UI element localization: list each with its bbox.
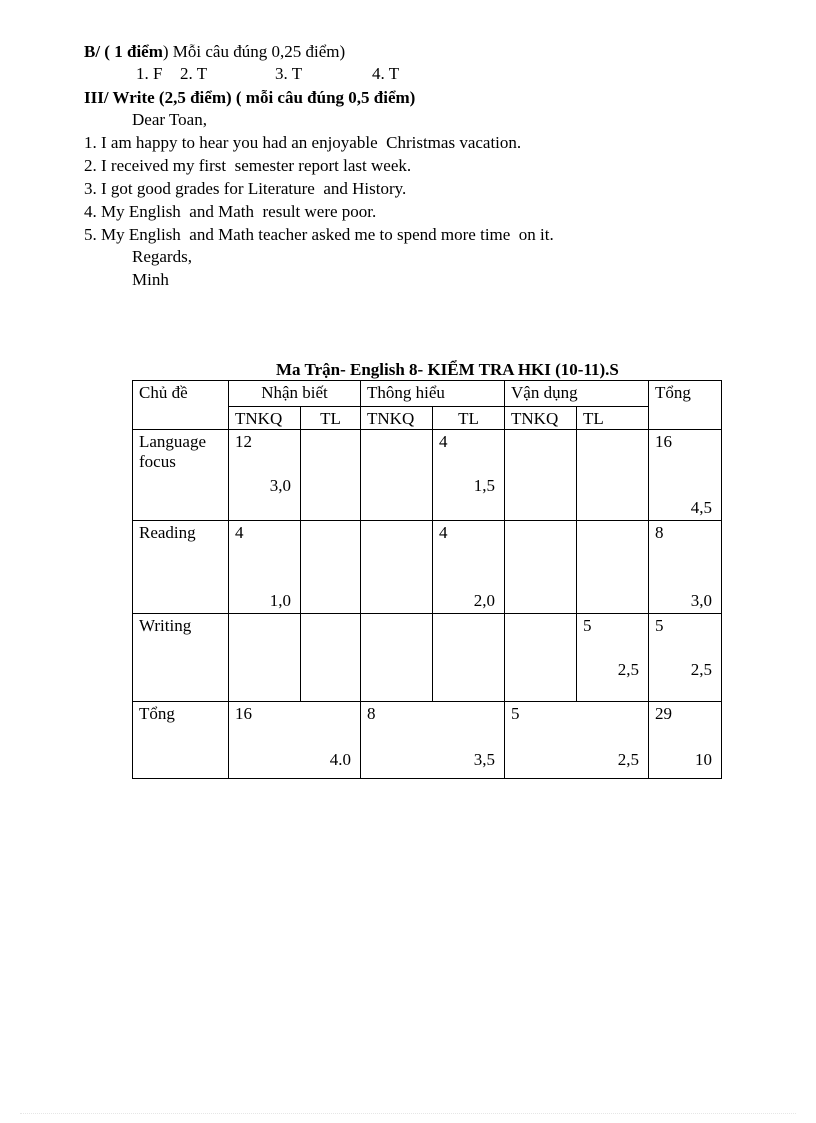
cell-vd-tl [577,430,649,521]
sentence-2: 2. I received my first semester report last week. [84,156,412,175]
header-topic: Chủ đề [133,381,229,430]
cell-vd-tnkq [505,430,577,521]
header-th-tnkq: TNKQ [361,407,433,430]
row-topic: Writing [133,614,229,702]
cell-th-tnkq [361,430,433,521]
letter-signature: Minh [132,270,169,289]
cell-th-tl: 4 1,5 [433,430,505,521]
sentence-3: 3. I got good grades for Literature and History. [84,179,407,198]
page-bottom-border [20,1113,796,1114]
answer-3: 3. T [275,64,303,83]
header-total: Tổng [649,381,722,430]
header-comprehension: Thông hiểu [361,381,505,407]
cell-nb-tnkq: 4 1,0 [229,521,301,614]
table-row [133,430,722,521]
answer-2: 2. T [180,64,208,83]
cell-nb-tnkq: 12 3,0 [229,430,301,521]
cell-total: 5 2,5 [649,614,722,702]
letter-closing: Regards, [132,247,192,266]
answer-1: 1. F [136,64,163,83]
cell-total: 16 4,5 [649,430,722,521]
matrix-title: Ma Trận- English 8- KIỂM TRA HKI (10-11).S [276,360,619,379]
table-row [133,614,722,702]
cell-nb-tl [301,614,361,702]
cell-nb-tnkq [229,614,301,702]
table-row-totals [133,702,722,779]
total-application: 5 2,5 [505,702,649,779]
answer-4: 4. T [372,64,400,83]
header-vd-tnkq: TNKQ [505,407,577,430]
total-recognition: 16 4.0 [229,702,361,779]
total-comprehension: 8 3,5 [361,702,505,779]
cell-vd-tnkq [505,614,577,702]
row-topic: Language focus [133,430,229,521]
table-row [133,521,722,614]
cell-th-tl [433,614,505,702]
header-recognition: Nhận biết [229,381,361,407]
sentence-1: 1. I am happy to hear you had an enjoyable Christmas vacation. [84,133,522,152]
total-all: 29 10 [649,702,722,779]
assessment-matrix [132,380,722,779]
section-b-heading: B/ ( 1 điểm) Mỗi câu đúng 0,25 điểm) [84,42,346,61]
cell-th-tnkq [361,521,433,614]
header-vd-tl: TL [577,407,649,430]
cell-th-tnkq [361,614,433,702]
sentence-4: 4. My English and Math result were poor. [84,202,377,221]
letter-greeting: Dear Toan, [132,110,207,129]
cell-nb-tl [301,521,361,614]
section-iii-heading: III/ Write (2,5 điểm) ( mỗi câu đúng 0,5 điểm) [84,88,416,107]
cell-total: 8 3,0 [649,521,722,614]
cell-nb-tl [301,430,361,521]
cell-vd-tl [577,521,649,614]
cell-th-tl: 4 2,0 [433,521,505,614]
header-nb-tl: TL [301,407,361,430]
totals-label: Tổng [133,702,229,779]
row-topic: Reading [133,521,229,614]
sentence-5: 5. My English and Math teacher asked me to spend more time on it. [84,225,554,244]
header-application: Vận dụng [505,381,649,407]
cell-vd-tl: 5 2,5 [577,614,649,702]
cell-vd-tnkq [505,521,577,614]
header-nb-tnkq: TNKQ [229,407,301,430]
header-th-tl: TL [433,407,505,430]
